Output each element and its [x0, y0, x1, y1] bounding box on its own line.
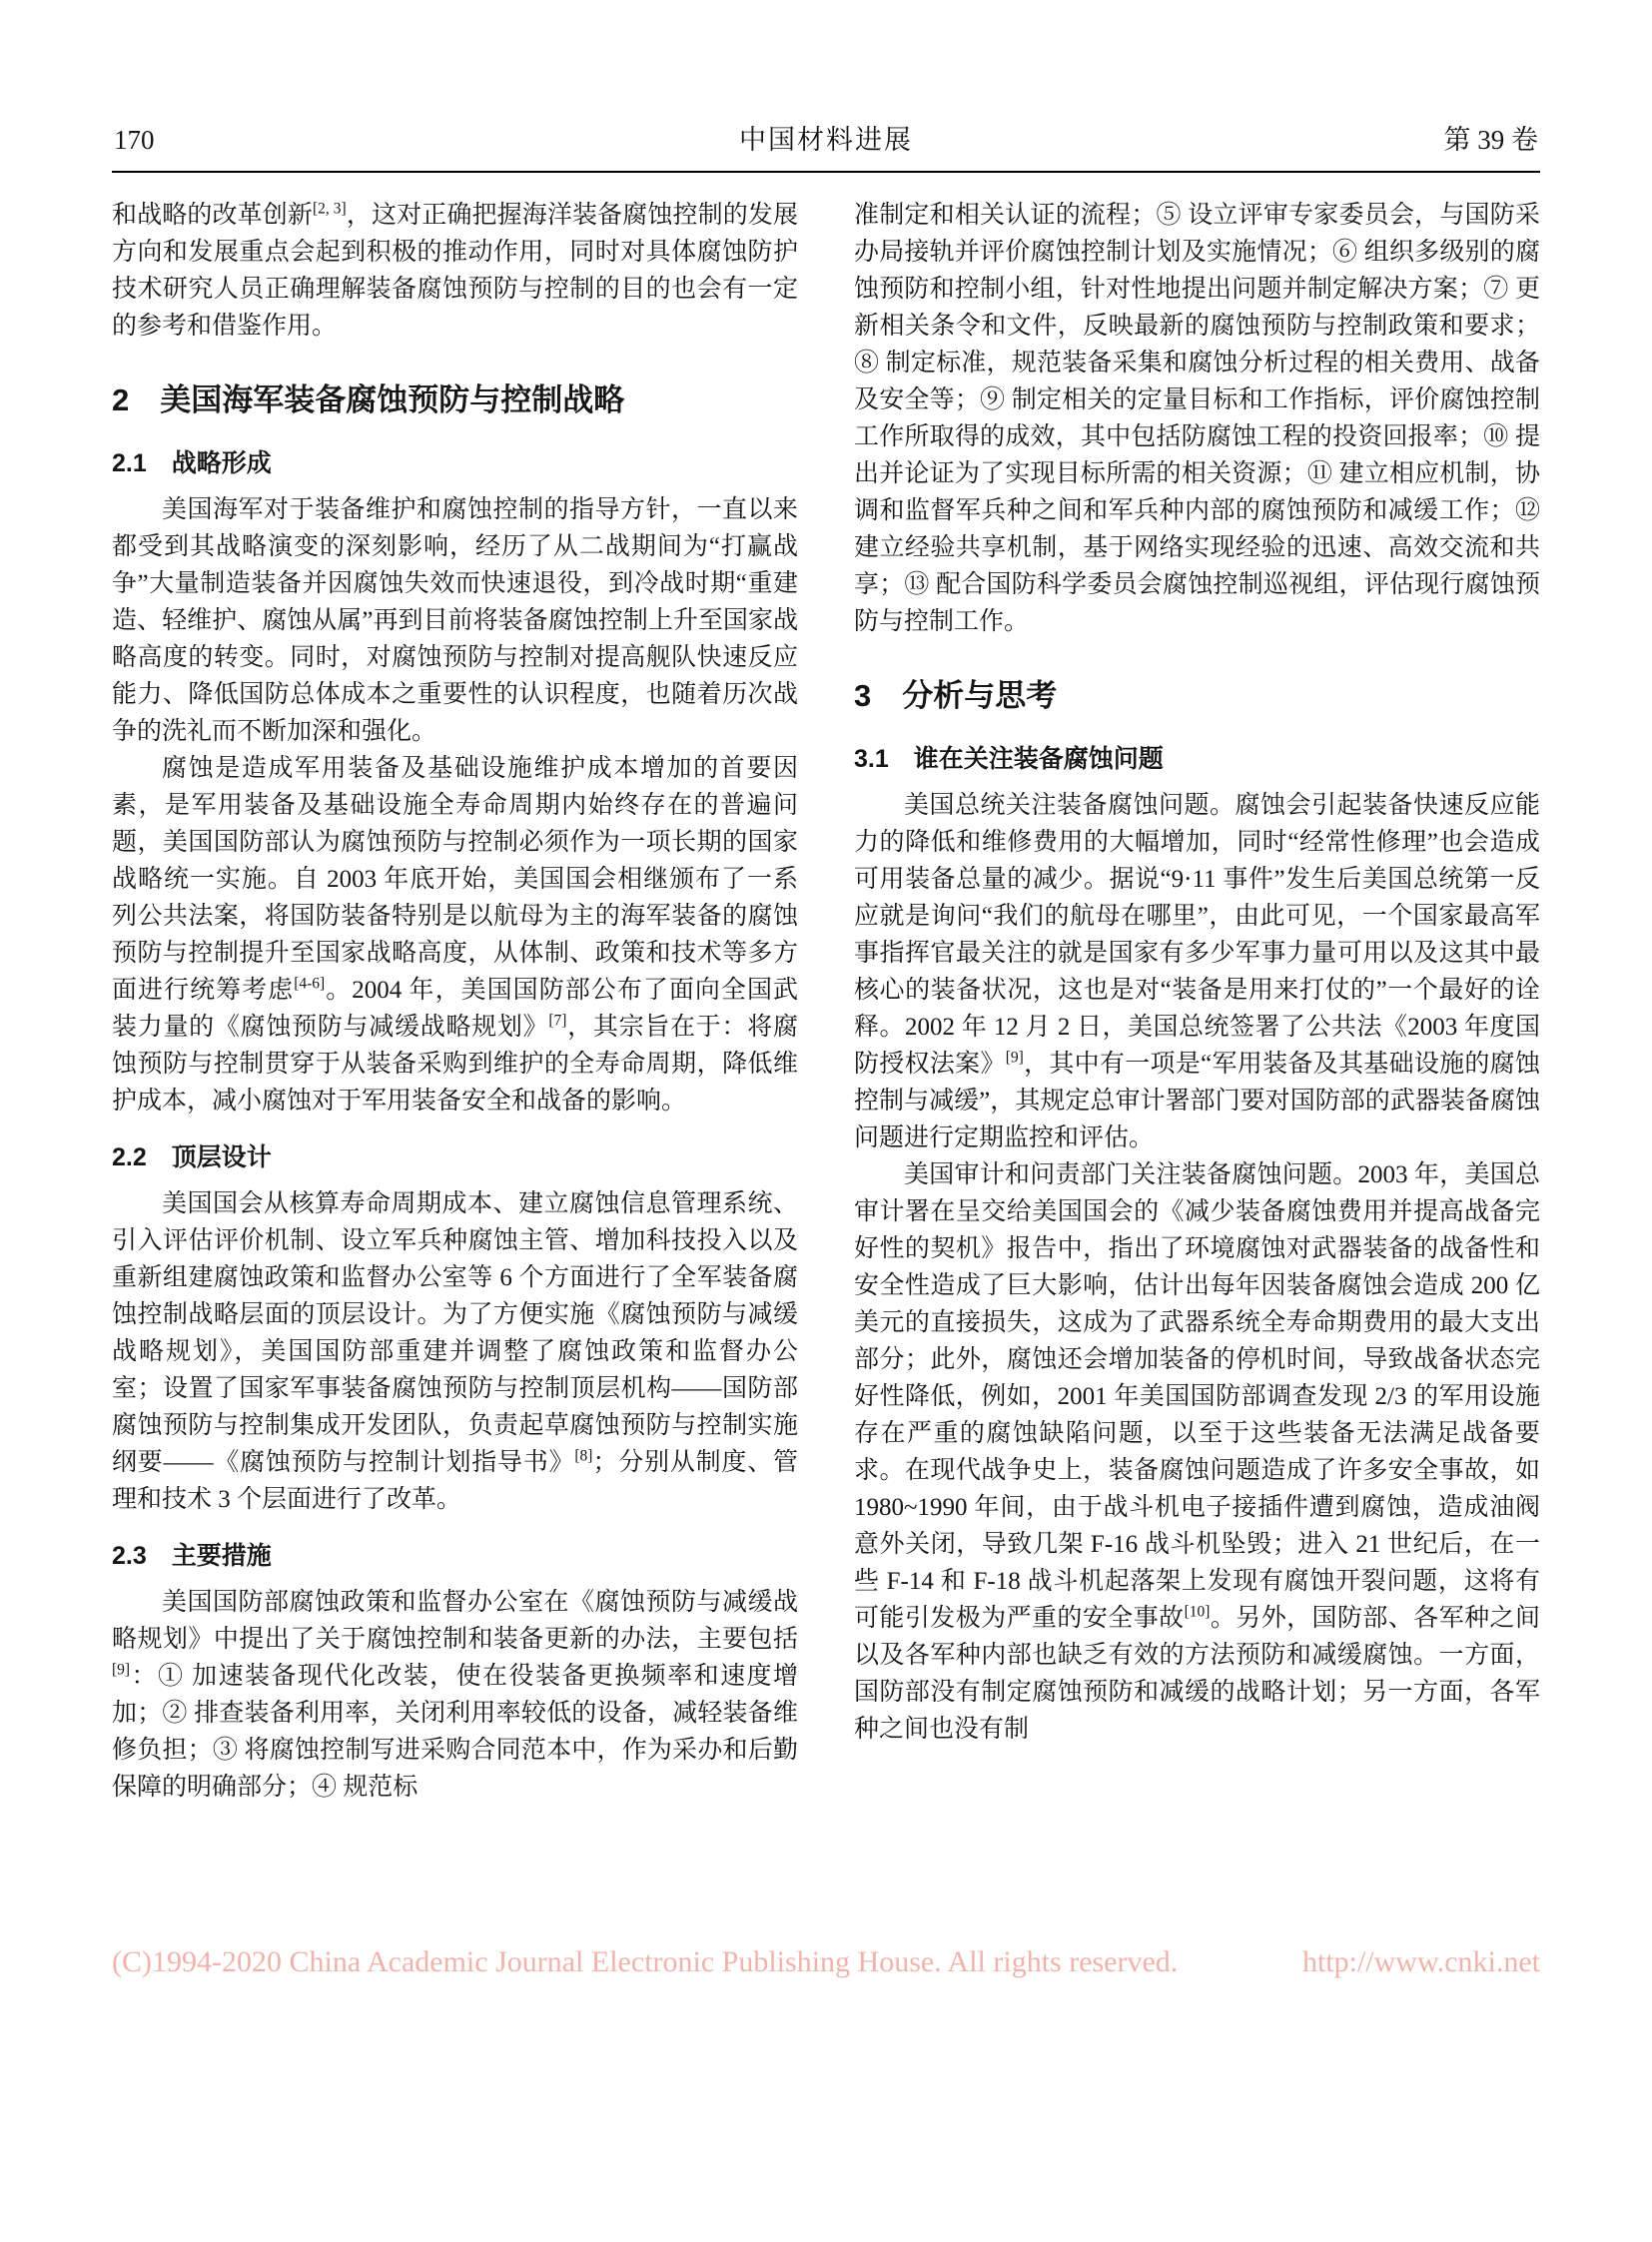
citation-ref: [9] — [112, 1661, 131, 1679]
citation-ref: [7] — [548, 1012, 567, 1030]
paragraph: 美国海军对于装备维护和腐蚀控制的指导方针，一直以来都受到其战略演变的深刻影响，经历了从二战期间为“打赢战争”大量制造装备并因腐蚀失效而快速退役，到冷战时期“重建造、轻维护、腐蚀从属”再到目前将装备腐蚀控制上升至国家战略高度的转变。同时，对腐蚀预防与控制对提高舰队快速反应能力、降低国防总体成本之重要性的认识程度，也随着历次战争的洗礼而不断加深和强化。 — [112, 496, 798, 745]
page-header — [112, 118, 1540, 173]
paragraph: 美国审计和问责部门关注装备腐蚀问题。2003 年，美国总审计署在呈交给美国国会的《减少装备腐蚀费用并提高战备完好性的契机》报告中，指出了环境腐蚀对武器装备的战备性和安全性造成了巨大影响，估计出每年因装备腐蚀会造成 200 亿美元的直接损失，这成为了武器系统全寿命期费用的最大支出部分；此外，腐蚀还会增加装备的停机时间，导致战备状态完好性降低，例如，2001 年美国国防部调查发现 2/3 的军用设施存在严重的腐蚀缺陷问题，以至于这些装备无法满足战备要求。在现代战争史上，装备腐蚀问题造成了许多安全事故，如 1980~1990 年间，由于战斗机电子接插件遭到腐蚀，造成油阀意外关闭，导致几架 F-16 战斗机坠毁；进入 21 世纪后，在一些 F-14 和 F-18 战斗机起落架上发现有腐蚀开裂问题，这将有可能引发极为严重的安全事故[10]。另外，国防部、各军种之间以及各军种内部也缺乏有效的方法预防和减缓腐蚀。一方面，国防部没有制定腐蚀预防和减缓的战略计划；另一方面，各军种之间也没有制 — [854, 1161, 1540, 1743]
page-number: 170 — [114, 125, 155, 155]
paragraph: 准制定和相关认证的流程；⑤ 设立评审专家委员会，与国防采办局接轨并评价腐蚀控制计划及实施情况；⑥ 组织多级别的腐蚀预防和控制小组，针对性地提出问题并制定解决方案；⑦ 更新相关条令和文件，反映最新的腐蚀预防与控制政策和要求；⑧ 制定标准，规范装备采集和腐蚀分析过程的相关费用、战备及安全等；⑨ 制定相关的定量目标和工作指标，评价腐蚀控制工作所取得的成效，其中包括防腐蚀工程的投资回报率；⑩ 提出并论证为了实现目标所需的相关资源；⑪ 建立相应机制，协调和监督军兵种之间和军兵种内部的腐蚀预防和减缓工作；⑫ 建立经验共享机制，基于网络实现经验的迅速、高效交流和共享；⑬ 配合国防科学委员会腐蚀控制巡视组，评估现行腐蚀预防与控制工作。 — [854, 202, 1540, 635]
citation-ref: [2, 3] — [313, 200, 347, 218]
subsection-heading: 2.3 主要措施 — [112, 1542, 272, 1570]
two-column-body — [112, 197, 1540, 1806]
volume-label: 第 39 卷 — [1443, 125, 1538, 155]
watermark — [112, 1945, 1540, 1979]
paragraph: 美国总统关注装备腐蚀问题。腐蚀会引起装备快速反应能力的降低和维修费用的大幅增加，同时“经常性修理”也会造成可用装备总量的减少。据说“9·11 事件”发生后美国总统第一反应就是询问“我们的航母在哪里”，由此可见，一个国家最高军事指挥官最关注的就是国家有多少军事力量可用以及这其中最核心的装备状况，这也是对“装备是用来打仗的”一个最好的诠释。2002 年 12 月 2 日，美国总统签署了公共法《2003 年度国防授权法案》[9]，其中有一项是“军用装备及其基础设施的腐蚀控制与减缓”，其规定总审计署部门要对国防部的武器装备腐蚀问题进行定期监控和评估。 — [854, 792, 1540, 1151]
subsection-heading: 2.1 战略形成 — [112, 449, 272, 477]
paragraph: 和战略的改革创新[2, 3]，这对正确把握海洋装备腐蚀控制的发展方向和发展重点会起到积极的推动作用，同时对具体腐蚀防护技术研究人员正确理解装备腐蚀预防与控制的目的也会有一定的参考和借鉴作用。 — [112, 200, 798, 340]
subsection-heading: 2.2 顶层设计 — [112, 1143, 272, 1171]
citation-ref: [9] — [1005, 1049, 1024, 1067]
watermark-url: http://www.cnki.net — [1301, 1945, 1540, 1978]
section-heading: 2 美国海军装备腐蚀预防与控制战略 — [112, 382, 625, 417]
watermark-text: (C)1994-2020 China Academic Journal Electronic Publishing House. All rights reserved. — [112, 1945, 1179, 1978]
paragraph: 腐蚀是造成军用装备及基础设施维护成本增加的首要因素，是军用装备及基础设施全寿命周期内始终存在的普遍问题，美国国防部认为腐蚀预防与控制必须作为一项长期的国家战略统一实施。自 2003 年底开始，美国国会相继颁布了一系列公共法案，将国防装备特别是以航母为主的海军装备的腐蚀预防与控制提升至国家战略高度，从体制、政策和技术等多方面进行统筹考虑[4-6]。2004 年，美国国防部公布了面向全国武装力量的《腐蚀预防与减缓战略规划》[7]，其宗旨在于：将腐蚀预防与控制贯穿于从装备采购到维护的全寿命周期，降低维护成本，减小腐蚀对于军用装备安全和战备的影响。 — [112, 755, 798, 1115]
page-content — [112, 118, 1540, 1806]
citation-ref: [4-6] — [294, 975, 326, 993]
paragraph: 美国国会从核算寿命周期成本、建立腐蚀信息管理系统、引入评估评价机制、设立军兵种腐蚀主管、增加科技投入以及重新组建腐蚀政策和监督办公室等 6 个方面进行了全军装备腐蚀控制战略层面的顶层设计。为了方便实施《腐蚀预防与减缓战略规划》，美国国防部重建并调整了腐蚀政策和监督办公室；设置了国家军事装备腐蚀预防与控制顶层机构——国防部腐蚀预防与控制集成开发团队，负责起草腐蚀预防与控制实施纲要——《腐蚀预防与控制计划指导书》[8]；分别从制度、管理和技术 3 个层面进行了改革。 — [112, 1190, 798, 1513]
column-left — [112, 197, 798, 1806]
paragraph: 美国国防部腐蚀政策和监督办公室在《腐蚀预防与减缓战略规划》中提出了关于腐蚀控制和装备更新的办法，主要包括[9]：① 加速装备现代化改装，使在役装备更换频率和速度增加；② 排查装备利用率，关闭利用率较低的设备，减轻装备维修负担；③ 将腐蚀控制写进采购合同范本中，作为采办和后勤保障的明确部分；④ 规范标 — [112, 1589, 798, 1801]
section-heading: 3 分析与思考 — [854, 678, 1058, 713]
citation-ref: [8] — [574, 1447, 593, 1465]
journal-title: 中国材料进展 — [739, 125, 913, 155]
subsection-heading: 3.1 谁在关注装备腐蚀问题 — [854, 745, 1164, 773]
citation-ref: [10] — [1184, 1603, 1211, 1621]
column-right — [854, 197, 1540, 1806]
